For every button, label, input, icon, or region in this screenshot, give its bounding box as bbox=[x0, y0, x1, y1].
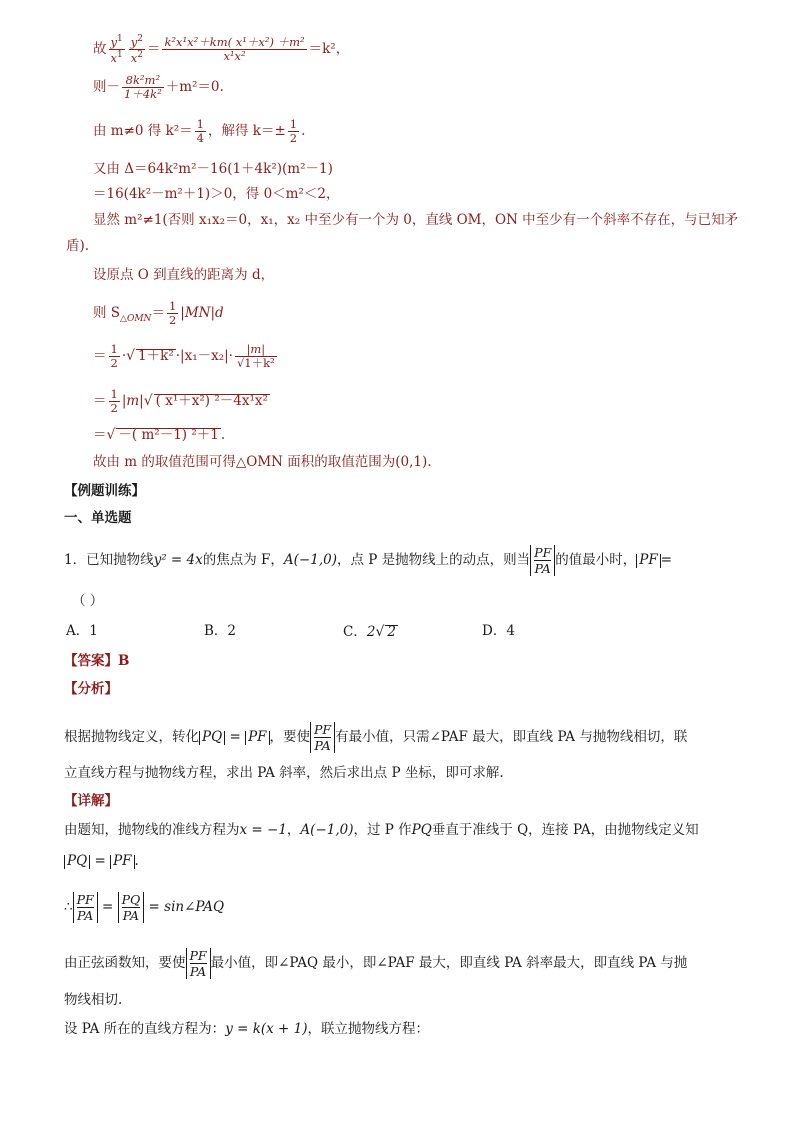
text: ＝k²， bbox=[308, 41, 350, 58]
solution-line-6: 显然 m²≠1(否则 x₁x₂＝0，x₁，x₂ 中至少有一个为 0，直线 OM，ON 中至少有一个斜率不存在，与已知矛 bbox=[93, 212, 739, 228]
answer-paren: （ ） bbox=[72, 593, 104, 609]
solution-line-5: ＝16(4k²－m²＋1)＞0，得 0＜m²＜2， bbox=[93, 186, 340, 202]
solution-line-8: 设原点 O 到直线的距离为 d， bbox=[93, 267, 275, 283]
detail-line-4: 由正弦函数知，要使 $\frac{PF}{PA}$ 最小值，即∠PAQ 最小，即∠PAF 最大，即直线 PA 斜率最大，即直线 PA 与抛 bbox=[64, 948, 688, 979]
detail-line-2: PQ = PF . bbox=[64, 855, 139, 869]
solution-line-13: 故由 m 的取值范围可得△OMN 面积的取值范围为(0,1). bbox=[93, 454, 432, 470]
detail-tag: 【详解】 bbox=[64, 793, 118, 809]
answer-line: 【答案】B bbox=[64, 653, 130, 669]
section-header: 一、单选题 bbox=[64, 510, 132, 526]
abs-fraction: $\frac{PF}{PA}$ bbox=[186, 948, 211, 979]
solution-line-12: ＝√ －( m²－1) ²＋1 . bbox=[93, 427, 226, 443]
abs-fraction: $\frac{PQ}{PA}$ bbox=[118, 892, 145, 923]
abs-fraction: $\frac{PF}{PA}$ bbox=[530, 545, 555, 576]
detail-line-6: 设 PA 所在的直线方程为：y = k(x + 1)，联立抛物线方程： bbox=[64, 1021, 430, 1037]
fraction: $\frac{\text{k²x¹x²＋km( x¹＋x²) ＋m²}}{\text{x¹x²}}$ bbox=[164, 34, 305, 64]
option-a[interactable]: A．1 bbox=[66, 623, 98, 639]
solution-line-10: ＝ $\frac{1}{2}$ ·√ 1＋k² ·|x₁－x₂|· $\frac{|m|}{\text{√1＋k²}}$ bbox=[93, 342, 275, 371]
fraction: $\frac{y^1}{x^1}$ bbox=[110, 34, 123, 65]
analysis-line-1: 根据抛物线定义，转化 PQ = PF ，要使 $\frac{PF}{PA}$ 有最小值，只需∠PAF 最大，即直线 PA 与抛物线相切，联 bbox=[64, 722, 688, 753]
fraction: $\frac{y^2}{x^2}$ bbox=[130, 34, 143, 65]
analysis-line-2: 立直线方程与抛物线方程，求出 PA 斜率，然后求出点 P 坐标，即可求解. bbox=[64, 765, 504, 781]
fraction: $\frac{1}{2}$ bbox=[110, 387, 118, 416]
option-d[interactable]: D．4 bbox=[482, 623, 515, 639]
fraction: $\frac{\text{8k²m²}}{\text{1＋4k²}}$ bbox=[124, 73, 162, 102]
abs-fraction: $\frac{PF}{PA}$ bbox=[73, 892, 98, 923]
solution-line-1: 故 $\frac{y^1}{x^1}$ $\frac{y^2}{x^2}$ ＝ $\frac{\text{k²x¹x²＋km( x¹＋x²) ＋m²}}{\text{x¹x²}}$ ＝k²， bbox=[93, 34, 350, 65]
solution-line-4: 又由 Δ＝64k²m²－16(1＋4k²)(m²－1) bbox=[93, 161, 333, 177]
solution-line-11: ＝ $\frac{1}{2}$ |m|√ ( x¹＋x²) ²－4x¹x² bbox=[93, 387, 268, 416]
fraction: $\frac{1}{4}$ bbox=[196, 117, 204, 146]
question-stem: 1．已知抛物线y² = 4x的焦点为 F，A(−1,0)，点 P 是抛物线上的动点，则当 $\frac{PF}{PA}$ 的值最小时， PF = bbox=[64, 545, 673, 576]
solution-line-9: 则 $S_{\triangle OMN}=$ $\frac{1}{2}$ |MN|d bbox=[93, 299, 224, 328]
analysis-tag: 【分析】 bbox=[64, 681, 118, 697]
detail-line-5: 物线相切. bbox=[64, 992, 123, 1008]
option-b[interactable]: B．2 bbox=[204, 623, 237, 639]
training-header: 【例题训练】 bbox=[64, 483, 145, 499]
fraction: $\frac{1}{2}$ bbox=[168, 299, 177, 328]
fraction: $\frac{1}{2}$ bbox=[289, 117, 298, 146]
detail-line-1: 由题知，抛物线的准线方程为x = −1，A(−1,0)，过 P 作PQ垂直于准线于 Q，连接 PA，由抛物线定义知 bbox=[64, 822, 699, 838]
option-c[interactable]: C．2√ 2 bbox=[343, 624, 396, 640]
solution-line-2: 则－ $\frac{\text{8k²m²}}{\text{1＋4k²}}$ ＋m²＝0. bbox=[93, 73, 224, 102]
fraction: $\frac{1}{2}$ bbox=[110, 342, 118, 371]
fraction: $\frac{|m|}{\text{√1＋k²}}$ bbox=[236, 342, 275, 371]
detail-line-3: ∴ $\frac{PF}{PA}$ = $\frac{PQ}{PA}$ = sin∠PAQ bbox=[64, 892, 225, 923]
solution-line-7: 盾). bbox=[66, 238, 90, 254]
abs-fraction: $\frac{PF}{PA}$ bbox=[310, 722, 335, 753]
solution-line-3: 由 m≠0 得 k²＝ $\frac{1}{4}$ ，解得 k＝± $\frac{1}{2}$ . bbox=[93, 117, 306, 146]
text: 故 bbox=[93, 41, 107, 58]
